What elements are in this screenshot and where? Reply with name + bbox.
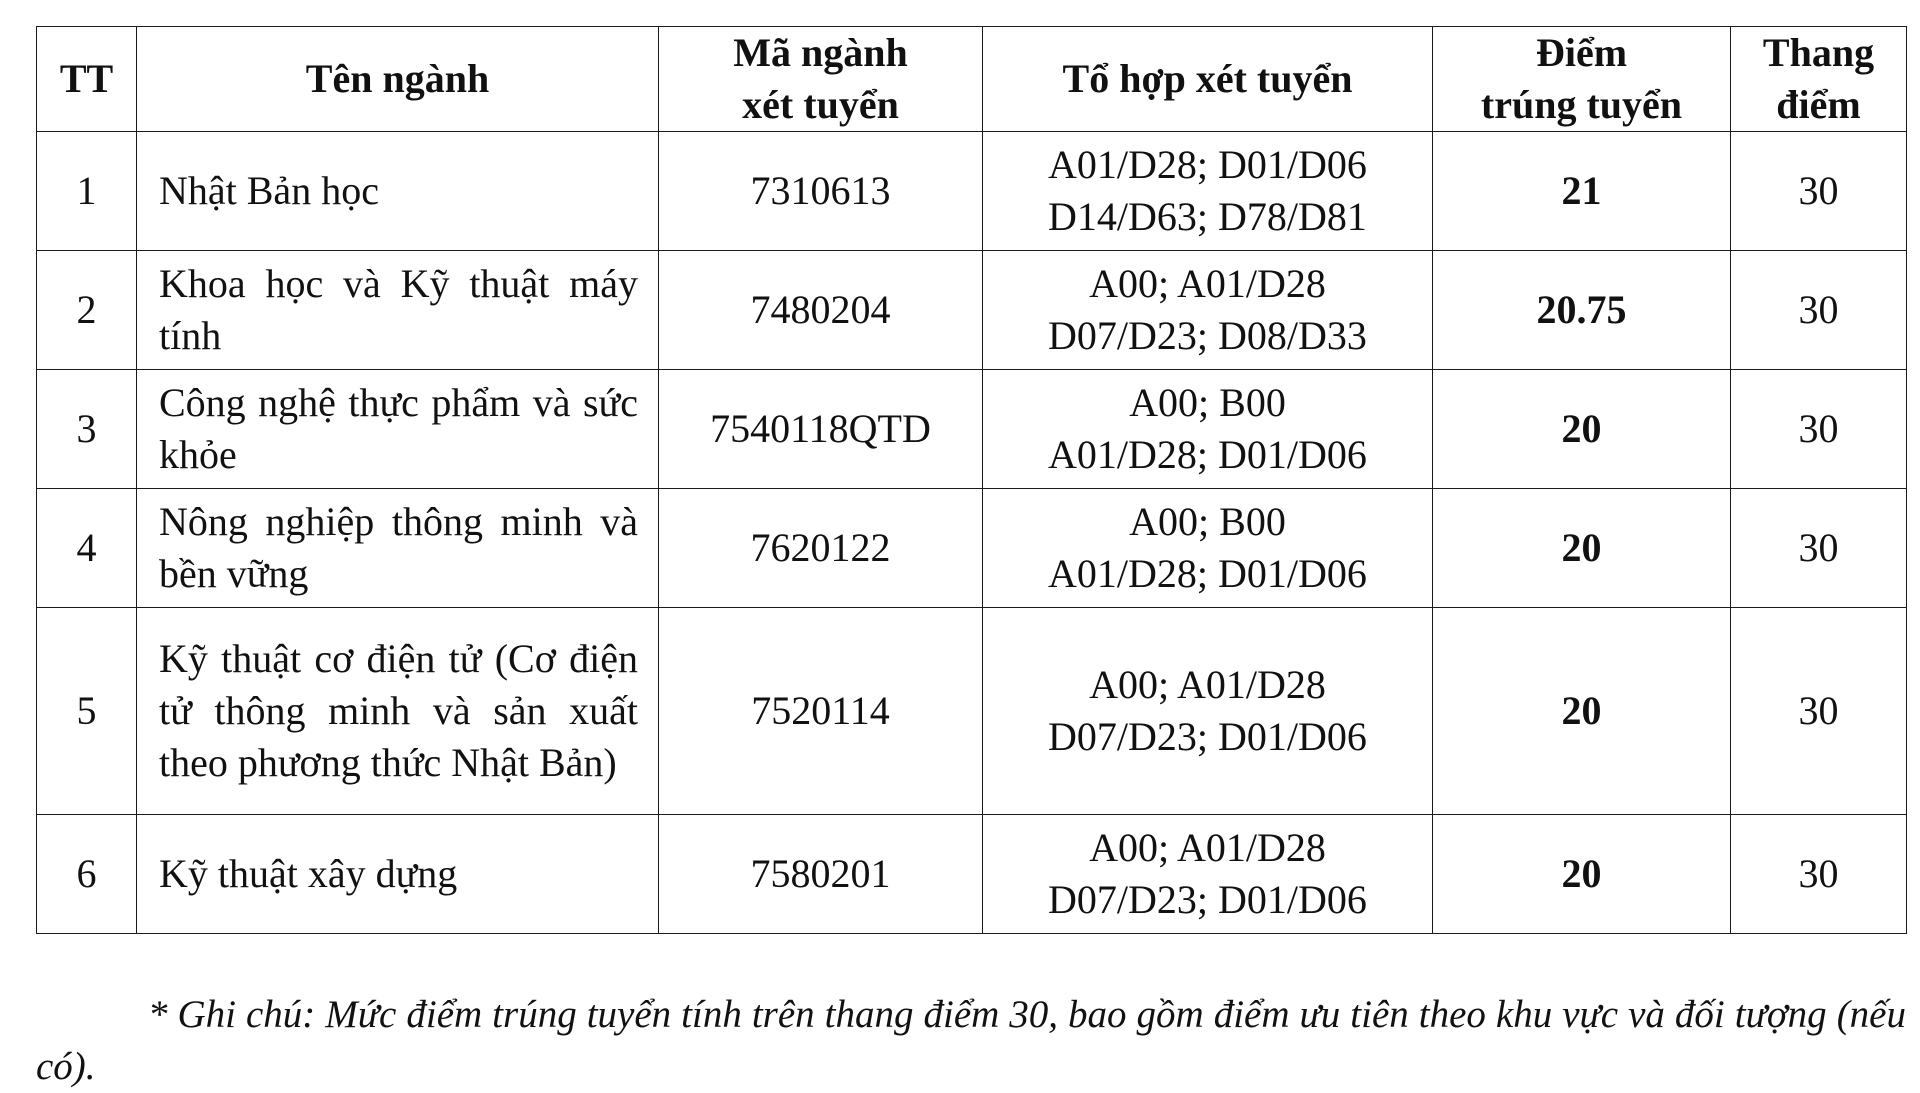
cell-subject-combos: A00; B00 A01/D28; D01/D06 [983,370,1433,489]
cell-subject-combos: A00; B00 A01/D28; D01/D06 [983,489,1433,608]
table-row [37,370,1907,489]
header-name: Tên ngành [137,27,659,132]
cell-major-name: Khoa học và Kỹ thuật máy tính [137,251,659,370]
cell-tt: 6 [37,815,137,934]
cell-admission-score: 20 [1433,370,1731,489]
table-row [37,489,1907,608]
cell-admission-score: 20 [1433,489,1731,608]
table-row [37,815,1907,934]
cell-admission-score: 20 [1433,815,1731,934]
cell-subject-combos: A01/D28; D01/D06 D14/D63; D78/D81 [983,132,1433,251]
cell-admission-score: 20 [1433,608,1731,815]
cell-major-name: Kỹ thuật xây dựng [137,815,659,934]
footnote: * Ghi chú: Mức điểm trúng tuyển tính trên thang điểm 30, bao gồm điểm ưu tiên theo khu vực và đối tượng (nếu có). [36,993,1906,1088]
cell-score-scale: 30 [1731,489,1907,608]
cell-major-name: Nông nghiệp thông minh và bền vững [137,489,659,608]
cell-score-scale: 30 [1731,608,1907,815]
cell-major-code: 7520114 [659,608,983,815]
cell-subject-combos: A00; A01/D28 D07/D23; D08/D33 [983,251,1433,370]
header-scale: Thang điểm [1731,27,1907,132]
cell-admission-score: 20.75 [1433,251,1731,370]
cell-score-scale: 30 [1731,370,1907,489]
cell-major-name: Nhật Bản học [137,132,659,251]
table-row [37,608,1907,815]
cell-major-code: 7580201 [659,815,983,934]
cell-major-code: 7540118QTD [659,370,983,489]
cell-major-code: 7310613 [659,132,983,251]
table-row [37,132,1907,251]
table-row [37,251,1907,370]
cell-tt: 5 [37,608,137,815]
cell-tt: 2 [37,251,137,370]
cell-subject-combos: A00; A01/D28 D07/D23; D01/D06 [983,608,1433,815]
cell-score-scale: 30 [1731,251,1907,370]
cell-major-code: 7620122 [659,489,983,608]
cell-admission-score: 21 [1433,132,1731,251]
header-code: Mã ngành xét tuyển [659,27,983,132]
cell-tt: 4 [37,489,137,608]
cell-tt: 1 [37,132,137,251]
header-score: Điểm trúng tuyển [1433,27,1731,132]
header-combos: Tổ hợp xét tuyển [983,27,1433,132]
header-tt: TT [37,27,137,132]
cell-tt: 3 [37,370,137,489]
cell-major-name: Kỹ thuật cơ điện tử (Cơ điện tử thông minh và sản xuất theo phương thức Nhật Bản) [137,608,659,815]
table-header-row [37,27,1907,132]
cell-subject-combos: A00; A01/D28 D07/D23; D01/D06 [983,815,1433,934]
cell-score-scale: 30 [1731,132,1907,251]
cell-major-code: 7480204 [659,251,983,370]
cell-score-scale: 30 [1731,815,1907,934]
admission-score-table [36,26,1907,934]
cell-major-name: Công nghệ thực phẩm và sức khỏe [137,370,659,489]
